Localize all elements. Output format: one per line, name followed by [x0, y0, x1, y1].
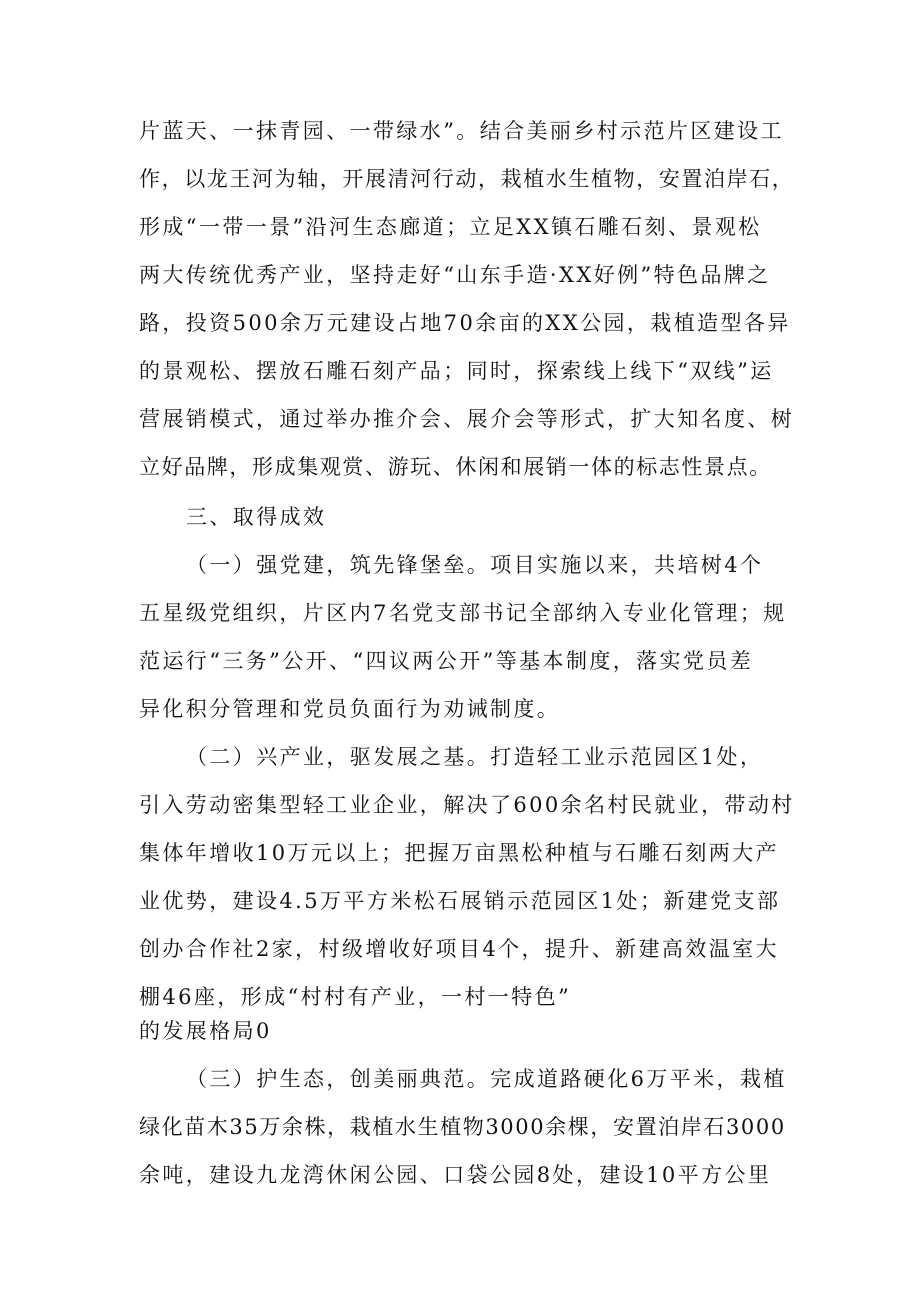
paragraph-line: 作，以龙王河为轴，开展清河行动，栽植水生植物，安置泊岸石，	[139, 167, 795, 191]
paragraph-line: 棚46座，形成“村村有产业，一村一特色”	[139, 985, 572, 1009]
paragraph-line: 集体年增收10万元以上；把握万亩黑松种植与石雕石刻两大产	[139, 841, 779, 865]
paragraph-line: 范运行“三务”公开、“四议两公开”等基本制度，落实党员差	[139, 649, 754, 673]
paragraph-line: 路，投资500余万元建设占地70余亩的XX公园，栽植造型各异	[139, 311, 791, 335]
paragraph-line: （三）护生态，创美丽典范。完成道路硬化6万平米，栽植	[186, 1067, 787, 1091]
paragraph-line: 绿化苗木35万余株，栽植水生植物3000余棵，安置泊岸石3000	[139, 1115, 786, 1139]
paragraph-line: （二）兴产业，驱发展之基。打造轻工业示范园区1处，	[186, 745, 764, 769]
paragraph-line: 业优势，建设4.5万平方米松石展销示范园区1处；新建党支部	[139, 889, 781, 913]
paragraph-line: 的发展格局0	[139, 1019, 272, 1043]
paragraph-line: 异化积分管理和党员负面行为劝诫制度。	[139, 697, 561, 721]
paragraph-line: 两大传统优秀产业，坚持走好“山东手造·XX好例”特色品牌之	[139, 263, 771, 287]
paragraph-line: 形成“一带一景”沿河生态廊道；立足XX镇石雕石刻、景观松	[139, 215, 762, 239]
paragraph-line: 引入劳动密集型轻工业企业，解决了600余名村民就业，带动村	[139, 793, 795, 817]
paragraph-line: 五星级党组织，片区内7名党支部书记全部纳入专业化管理；规	[139, 601, 787, 625]
paragraph-line: 立好品牌，形成集观赏、游玩、休闲和展销一体的标志性景点。	[139, 455, 772, 479]
section-heading: 三、取得成效	[186, 505, 327, 529]
paragraph-line: 营展销模式，通过举办推介会、展介会等形式，扩大知名度、树	[139, 407, 795, 431]
paragraph-line: 的景观松、摆放石雕石刻产品；同时，探索线上线下“双线”运	[139, 359, 774, 383]
paragraph-line: 片蓝天、一抹青园、一带绿水”。结合美丽乡村示范片区建设工	[139, 119, 784, 143]
paragraph-line: 创办合作社2家，村级增收好项目4个，提升、新建高效温室大	[139, 937, 779, 961]
paragraph-line: （一）强党建，筑先锋堡垒。项目实施以来，共培树4个	[186, 553, 764, 577]
paragraph-line: 余吨，建设九龙湾休闲公园、口袋公园8处，建设10平方公里	[139, 1163, 772, 1187]
